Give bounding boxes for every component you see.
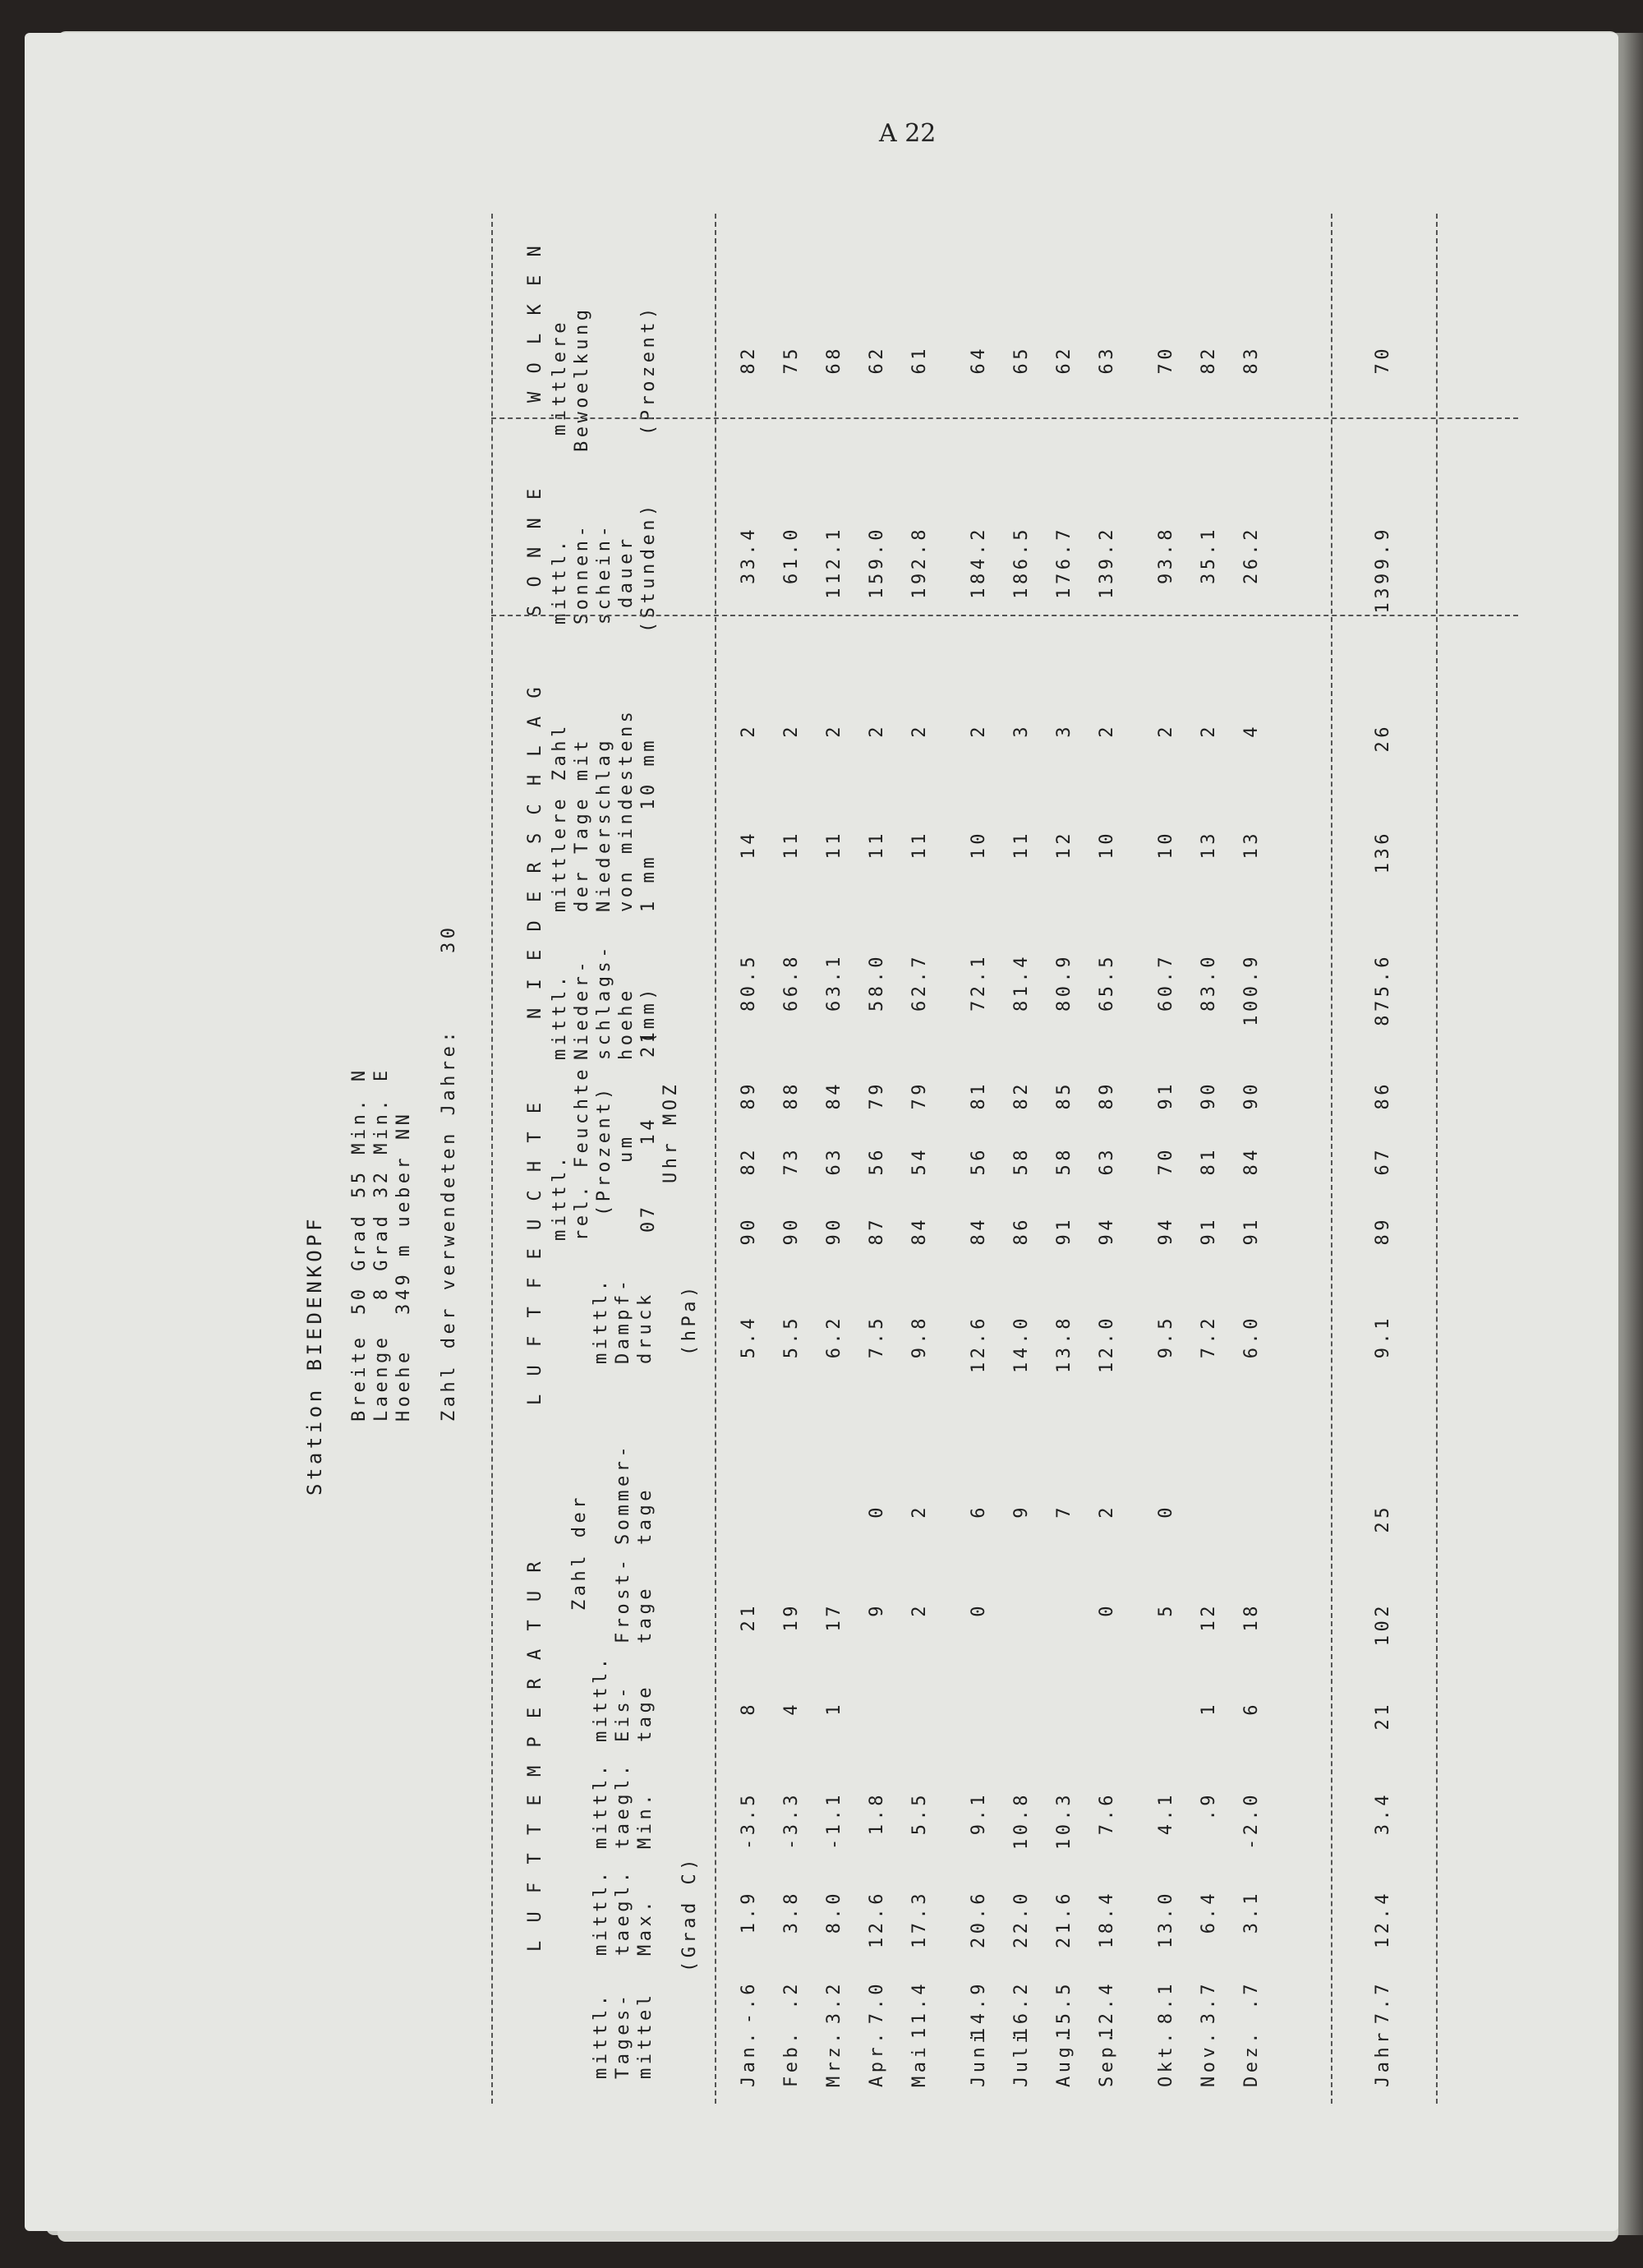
rule-bottom [1436,214,1438,2104]
row-prec: 66.8 [781,953,802,1012]
row-d10: 2 [909,723,930,738]
group-temperature: L U F T T E M P E R A T U R [525,1557,545,1952]
row-vap: 12.0 [1097,1315,1117,1373]
row-tmin: -3.5 [739,1791,759,1850]
row-d1: 10 [1156,830,1176,860]
row-sommer: 0 [1156,1504,1176,1519]
row-tmax: 20.6 [969,1890,989,1948]
row-d1: 13 [1199,830,1219,860]
hdr-days-1: mittlere Zahl [550,722,570,912]
hdr-rh-4: um [616,1133,637,1163]
rule-header [715,214,716,2104]
row-sun: 93.8 [1156,526,1176,584]
row-rh7: 91 [1054,1216,1075,1246]
group-humidity: L U F T F E U C H T E [525,1099,545,1405]
row-rh21: 91 [1156,1081,1176,1110]
row-cloud: 62 [1054,345,1075,375]
climate-table [304,205,1503,2104]
hdr-min-3: Min. [635,1791,656,1849]
row-rh14: 70 [1156,1146,1176,1176]
year-tmean: 7.7 [1373,1980,1393,2025]
row-rh7: 94 [1097,1216,1117,1246]
row-rh14: 56 [867,1146,887,1176]
row-m: Apr. [867,2029,887,2087]
row-rh7: 84 [969,1216,989,1246]
row-d1: 11 [909,830,930,860]
row-tmin: 10.3 [1054,1791,1075,1850]
row-cloud: 82 [1199,345,1219,375]
row-cloud: 64 [969,345,989,375]
row-rh14: 58 [1054,1146,1075,1176]
row-eis: 4 [781,1701,802,1716]
hdr-mean-1: mittl. [591,1991,611,2079]
row-m: Mrz. [824,2029,845,2087]
row-rh14: 63 [1097,1146,1117,1176]
row-d10: 2 [1199,723,1219,738]
coord-value-hoehe: 349 m ueber NN [393,1110,414,1315]
row-m: Sep. [1097,2029,1117,2087]
row-d1: 13 [1241,830,1262,860]
row-frost: 0 [1097,1602,1117,1617]
row-d10: 3 [1054,723,1075,738]
row-eis: 1 [824,1701,845,1716]
row-rh21: 79 [909,1081,930,1110]
hdr-sommer-1: Sommer- [613,1442,633,1545]
hdr-vapor-4: (hPa) [679,1283,700,1356]
row-tmin: .9 [1199,1791,1219,1821]
row-m: Feb. [781,2029,802,2087]
page-number: A 22 [879,119,937,148]
row-d1: 11 [1011,830,1032,860]
row-sommer: 6 [969,1504,989,1519]
hdr-rh-1: mittl. [550,1153,570,1241]
row-rh21: 88 [781,1081,802,1110]
row-rh7: 90 [739,1216,759,1246]
row-sun: 33.4 [739,526,759,584]
hdr-eis-3: tage [635,1684,656,1742]
row-sun: 159.0 [867,526,887,599]
hdr-rh-3: (Prozent) [594,1085,614,1216]
row-tmean: 15.5 [1054,1980,1075,2039]
row-rh21: 84 [824,1081,845,1110]
row-rh14: 56 [969,1146,989,1176]
row-tmean: 16.2 [1011,1980,1032,2039]
row-prec: 65.5 [1097,953,1117,1012]
row-m: Nov. [1199,2029,1219,2087]
row-frost: 5 [1156,1602,1176,1617]
row-rh14: 84 [1241,1146,1262,1176]
year-rh21: 86 [1373,1081,1393,1110]
row-rh21: 79 [867,1081,887,1110]
station-title: Station BIEDENKOPF [303,1215,326,1496]
row-tmin: -3.3 [781,1791,802,1850]
row-tmin: 5.5 [909,1791,930,1836]
year-tmin: 3.4 [1373,1791,1393,1836]
row-cloud: 61 [909,345,930,375]
row-tmin: 9.1 [969,1791,989,1836]
row-tmax: 1.9 [739,1890,759,1934]
row-sun: 112.1 [824,526,845,599]
row-m: Juni [969,2029,989,2087]
rule-before-year [1331,214,1332,2104]
row-m: Aug. [1054,2029,1075,2087]
row-tmean: .2 [781,1980,802,2010]
row-sun: 35.1 [1199,526,1219,584]
year-m: Jahr [1373,2029,1393,2087]
row-prec: 81.4 [1011,953,1032,1012]
hdr-mean-2: Tages- [613,1991,633,2079]
row-cloud: 75 [781,345,802,375]
hdr-grad: (Grad C) [679,1855,700,1972]
year-tmax: 12.4 [1373,1890,1393,1948]
row-rh14: 54 [909,1146,930,1176]
hdr-days-4: von mindestens [616,708,637,912]
row-d10: 2 [1156,723,1176,738]
coord-label-breite: Breite [349,1334,370,1422]
row-vap: 12.6 [969,1315,989,1373]
row-d10: 2 [969,723,989,738]
row-vap: 6.2 [824,1315,845,1359]
hdr-cloud-5: (Prozent) [638,304,659,436]
row-d1: 11 [824,830,845,860]
row-vap: 7.2 [1199,1315,1219,1359]
row-m: Jan. [739,2029,759,2087]
row-rh7: 86 [1011,1216,1032,1246]
row-tmax: 21.6 [1054,1890,1075,1948]
row-tmin: -1.1 [824,1791,845,1850]
row-sun: 184.2 [969,526,989,599]
row-d1: 10 [969,830,989,860]
row-frost: 0 [969,1602,989,1617]
row-prec: 100.9 [1241,953,1262,1026]
rule-cloud-sep [491,417,1518,419]
row-tmean: 12.4 [1097,1980,1117,2039]
row-rh14: 81 [1199,1146,1219,1176]
hdr-sun-2: Sonnen- [572,522,592,625]
row-prec: 58.0 [867,953,887,1012]
row-sun: 186.5 [1011,526,1032,599]
year-d1: 136 [1373,830,1393,874]
hdr-frost-1: Frost- [613,1556,633,1643]
rule-top [491,214,493,2104]
hdr-rh-6: Uhr MOZ [660,1081,681,1183]
row-rh14: 82 [739,1146,759,1176]
row-rh21: 90 [1241,1081,1262,1110]
hdr-sun-1: mittl. [550,537,570,625]
hdr-precip-1: mittl. [550,972,570,1060]
row-sommer: 2 [909,1504,930,1519]
row-vap: 14.0 [1011,1315,1032,1373]
hdr-vapor-2: Dampf- [613,1276,633,1364]
row-rh14: 58 [1011,1146,1032,1176]
hdr-sommer-2: tage [635,1487,656,1545]
row-m: Juli [1011,2029,1032,2087]
row-d1: 14 [739,830,759,860]
group-sunshine: S O N N E [525,485,545,616]
hdr-precip-3: schlags- [594,943,614,1060]
row-vap: 5.5 [781,1315,802,1359]
years-label: Zahl der verwendeten Jahre: [439,1027,459,1422]
hdr-sun-5: (Stunden) [638,501,659,633]
row-tmax: 22.0 [1011,1890,1032,1948]
hdr-days-2: der Tage mit [572,737,592,912]
row-cloud: 83 [1241,345,1262,375]
row-sommer: 2 [1097,1504,1117,1519]
row-rh21: 90 [1199,1081,1219,1110]
row-tmean: 7.0 [867,1980,887,2025]
hdr-mean-3: mittel [635,1991,656,2079]
year-frost: 102 [1373,1602,1393,1647]
row-frost: 2 [909,1602,930,1617]
row-d10: 3 [1011,723,1032,738]
row-frost: 19 [781,1602,802,1632]
row-tmin: -2.0 [1241,1791,1262,1850]
hdr-sun-3: schein- [594,522,614,625]
row-tmax: 17.3 [909,1890,930,1948]
row-rh7: 84 [909,1216,930,1246]
row-tmean: 3.2 [824,1980,845,2025]
row-sun: 26.2 [1241,526,1262,584]
row-sommer: 0 [867,1504,887,1519]
hdr-min-1: mittl. [591,1761,611,1849]
year-prec: 875.6 [1373,953,1393,1026]
row-sun: 61.0 [781,526,802,584]
row-sommer: 7 [1054,1504,1075,1519]
hdr-eis-2: Eis- [613,1684,633,1742]
hdr-vapor-3: druck [635,1291,656,1364]
row-cloud: 68 [824,345,845,375]
row-d10: 2 [824,723,845,738]
hdr-precip-2: Nieder- [572,957,592,1060]
hdr-vapor-1: mittl. [591,1276,611,1364]
row-tmax: 12.6 [867,1890,887,1948]
row-d1: 11 [867,830,887,860]
year-cloud: 70 [1373,345,1393,375]
row-prec: 80.9 [1054,953,1075,1012]
row-vap: 13.8 [1054,1315,1075,1373]
row-m: Mai [909,2043,930,2087]
row-cloud: 82 [739,345,759,375]
row-tmax: 13.0 [1156,1890,1176,1948]
hdr-rh-2: rel. Feuchte [572,1066,592,1241]
row-frost: 18 [1241,1602,1262,1632]
row-vap: 6.0 [1241,1315,1262,1359]
row-m: Dez. [1241,2029,1262,2087]
hdr-max-2: taegl. [613,1868,633,1956]
row-cloud: 70 [1156,345,1176,375]
row-cloud: 65 [1011,345,1032,375]
row-tmin: 1.8 [867,1791,887,1836]
row-rh7: 87 [867,1216,887,1246]
row-eis: 1 [1199,1701,1219,1716]
year-rh7: 89 [1373,1216,1393,1246]
row-cloud: 63 [1097,345,1117,375]
row-prec: 83.0 [1199,953,1219,1012]
row-tmin: 10.8 [1011,1791,1032,1850]
row-rh21: 81 [969,1081,989,1110]
row-d10: 4 [1241,723,1262,738]
hdr-frost-2: tage [635,1585,656,1643]
row-vap: 7.5 [867,1315,887,1359]
hdr-cloud-2: Bewoelkung [572,306,592,452]
row-d10: 2 [867,723,887,738]
row-d1: 12 [1054,830,1075,860]
row-rh7: 94 [1156,1216,1176,1246]
row-sommer: 9 [1011,1504,1032,1519]
row-cloud: 62 [867,345,887,375]
hdr-precip-4: hoehe [616,987,637,1060]
row-frost: 17 [824,1602,845,1632]
row-tmean: 11.4 [909,1980,930,2039]
row-tmean: 8.1 [1156,1980,1176,2025]
coord-value-breite: 50 Grad 55 Min. N [349,1067,370,1315]
row-tmean: 3.7 [1199,1980,1219,2025]
row-tmin: 4.1 [1156,1791,1176,1836]
row-tmax: 18.4 [1097,1890,1117,1948]
hdr-zahl-der: Zahl der [569,1494,590,1611]
row-tmin: 7.6 [1097,1791,1117,1836]
row-rh7: 91 [1241,1216,1262,1246]
coord-label-laenge: Laenge [371,1334,392,1422]
row-rh21: 82 [1011,1081,1032,1110]
row-tmax: 3.8 [781,1890,802,1934]
hdr-eis-1: mittl. [591,1654,611,1742]
row-d10: 2 [781,723,802,738]
row-prec: 63.1 [824,953,845,1012]
row-eis: 8 [739,1701,759,1716]
year-sun: 1399.9 [1373,526,1393,614]
row-frost: 21 [739,1602,759,1632]
row-rh7: 90 [824,1216,845,1246]
year-vap: 9.1 [1373,1315,1393,1359]
row-tmax: 6.4 [1199,1890,1219,1934]
row-tmean: -.6 [739,1980,759,2025]
row-rh21: 89 [1097,1081,1117,1110]
row-d1: 10 [1097,830,1117,860]
row-tmax: 3.1 [1241,1890,1262,1934]
hdr-max-3: Max. [635,1897,656,1956]
row-d10: 2 [739,723,759,738]
coord-label-hoehe: Hoehe [393,1348,414,1422]
hdr-precip-5: (mm) [638,985,659,1044]
hdr-max-1: mittl. [591,1868,611,1956]
row-frost: 9 [867,1602,887,1617]
row-tmean: .7 [1241,1980,1262,2010]
year-sommer: 25 [1373,1504,1393,1533]
years-value: 30 [439,924,459,953]
row-rh21: 89 [739,1081,759,1110]
row-vap: 9.8 [909,1315,930,1359]
row-rh14: 63 [824,1146,845,1176]
row-rh21: 85 [1054,1081,1075,1110]
row-d10: 2 [1097,723,1117,738]
row-rh7: 91 [1199,1216,1219,1246]
hdr-min-2: taegl. [613,1761,633,1849]
group-clouds: W O L K E N [525,242,545,403]
row-rh14: 73 [781,1146,802,1176]
hdr-days-5: 1 mm 10 mm [638,737,659,912]
row-prec: 80.5 [739,953,759,1012]
row-tmean: 14.9 [969,1980,989,2039]
year-d10: 26 [1373,723,1393,753]
row-vap: 9.5 [1156,1315,1176,1359]
row-sun: 192.8 [909,526,930,599]
hdr-rh-5: 07 14 21 [638,1028,659,1233]
rule-sun-sep [491,615,1518,616]
group-precipitation: N I E D E R S C H L A G [525,683,545,1019]
row-prec: 60.7 [1156,953,1176,1012]
hdr-cloud-1: mittlere [550,319,570,436]
row-rh7: 90 [781,1216,802,1246]
row-prec: 72.1 [969,953,989,1012]
row-prec: 62.7 [909,953,930,1012]
row-tmax: 8.0 [824,1890,845,1934]
hdr-days-3: Niederschlag [594,737,614,912]
coord-value-laenge: 8 Grad 32 Min. E [371,1067,392,1315]
row-sun: 139.2 [1097,526,1117,599]
row-d1: 11 [781,830,802,860]
row-frost: 12 [1199,1602,1219,1632]
row-m: Okt. [1156,2029,1176,2087]
row-vap: 5.4 [739,1315,759,1359]
hdr-sun-4: dauer [616,535,637,608]
year-eis: 21 [1373,1701,1393,1731]
year-rh14: 67 [1373,1146,1393,1176]
row-sun: 176.7 [1054,526,1075,599]
row-eis: 6 [1241,1701,1262,1716]
